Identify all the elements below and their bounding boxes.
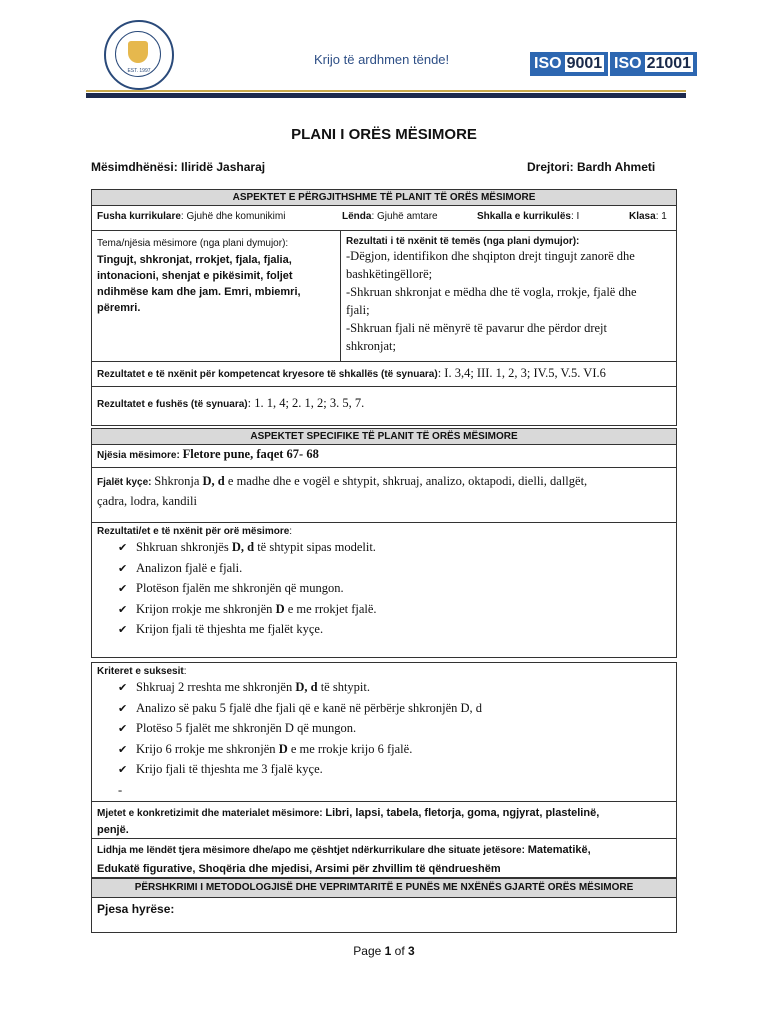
section-methodology-header: PËRSHKRIMI I METODOLOGJISË DHE VEPRIMTARITË E PUNËS ME NXËNËS GJARTË ORËS MËSIMORE — [91, 878, 677, 898]
shield-icon — [128, 41, 148, 63]
checkmark-icon: ✔ — [118, 681, 128, 694]
checkmark-icon: ✔ — [118, 582, 128, 595]
theme-results-row — [91, 230, 677, 362]
header-rule — [86, 93, 686, 98]
list-item: ✔ Krijon rrokje me shkronjën D e me rrokjet fjalë. — [118, 601, 377, 616]
checkmark-icon: ✔ — [118, 541, 128, 554]
curriculum-fields-row: Fusha kurrikulare: Gjuhë dhe komunikimi Lënda: Gjuhë amtare Shkalla e kurrikulës: I Klasa: 1 — [91, 205, 677, 231]
intro-part-label: Pjesa hyrëse: — [97, 902, 175, 916]
list-item: ✔ Shkruaj 2 rreshta me shkronjën D, d të shtypit. — [118, 680, 371, 694]
list-item: ✔ Krijo 6 rrokje me shkronjën D e me rrokje krijo 6 fjalë. — [118, 741, 413, 756]
page-footer: Page 1 of 3 — [353, 944, 415, 958]
list-item: ✔ Shkruan shkronjës D, d të shtypit sipas modelit. — [118, 540, 376, 554]
success-criteria-row: Kriteret e suksesit: — [91, 662, 677, 802]
theme-cell: Tema/njësia mësimore (nga plani dymujor): Tingujt, shkronjat, rrokjet, fjala, fjalia, intonacioni, shenjat e pikësimit, foljet ndihmëse kam dhe jam. Emri, mbiemri, përemri. — [97, 238, 301, 314]
unit-row: Njësia mësimore: Fletore pune, faqet 67- 68 — [91, 444, 677, 468]
checkmark-icon: ✔ — [118, 602, 128, 616]
intro-part-row — [91, 897, 677, 933]
school-logo — [104, 20, 174, 90]
checkmark-icon: ✔ — [118, 623, 128, 636]
checkmark-icon: ✔ — [118, 701, 128, 715]
keywords-row: Fjalët kyçe: Shkronja D, d e madhe dhe e vogël e shtypit, shkruaj, analizo, oktapodi, dielli, dallgët, çadra, lodra, kandili — [91, 467, 677, 523]
teacher-name: Mësimdhënësi: Iliridë Jasharaj — [91, 160, 266, 174]
page-header — [0, 0, 768, 104]
checkmark-icon: ✔ — [118, 763, 128, 776]
list-item: ✔ Plotëso 5 fjalët me shkronjën D që mungon. — [118, 721, 357, 735]
competencies-row: Rezultatet e të nxënit për kompetencat kryesore të shkallës (të synuara): I. 3,4; III. 1, 2, 3; IV.5, V.5. VI.6 — [91, 361, 677, 387]
field-results-row: Rezultatet e fushës (të synuara): 1. 1, 4; 2. 1, 2; 3. 5, 7. — [91, 386, 677, 426]
page-title: PLANI I ORËS MËSIMORE — [291, 126, 477, 143]
cross-curricular-row: Lidhja me lëndët tjera mësimore dhe/apo me çështjet ndërkurrikulare dhe situate jetësore: Matematikë, Edukatë figurative, Shoqëria dhe mjedisi, Arsimi për zhvillim të qëndrueshëm — [91, 838, 677, 878]
lesson-results-list — [118, 540, 377, 643]
director-name: Drejtori: Bardh Ahmeti — [527, 160, 656, 174]
checkmark-icon: ✔ — [118, 742, 128, 756]
trailing-dash: - — [118, 782, 123, 797]
logo-year: EST. 1997 — [127, 68, 151, 74]
section-specific-header: ASPEKTET SPECIFIKE TË PLANIT TË ORËS MËSIMORE — [91, 428, 677, 445]
list-item: ✔ Plotëson fjalën me shkronjën që mungon. — [118, 581, 344, 595]
materials-row: Mjetet e konkretizimit dhe materialet mësimore: Libri, lapsi, tabela, fletorja, goma, ngjyrat, plastelinë, penjë. — [91, 801, 677, 839]
checkmark-icon: ✔ — [118, 561, 128, 575]
slogan: Krijo të ardhmen tënde! — [314, 52, 450, 67]
list-item: ✔ Krijo fjali të thjeshta me 3 fjalë kyçe. — [118, 762, 323, 776]
iso-9001-badge: ISO 9001 — [530, 52, 608, 76]
list-item: ✔ Analizo së paku 5 fjalë dhe fjali që e kanë në përbërje shkronjën D, d — [118, 700, 483, 715]
list-item: ✔ Analizon fjalë e fjali. — [118, 560, 243, 575]
success-criteria-list — [118, 680, 482, 803]
checkmark-icon: ✔ — [118, 722, 128, 735]
list-item: ✔ Krijon fjali të thjeshta me fjalët kyçe. — [118, 622, 324, 636]
lesson-results-row: Rezultati/et e të nxënit për orë mësimore: — [91, 522, 677, 658]
section-general-header: ASPEKTET E PËRGJITHSHME TË PLANIT TË ORËS MËSIMORE — [91, 189, 677, 206]
theme-results-cell: Rezultati i të nxënit të temës (nga plani dymujor): -Dëgjon, identifikon dhe shqipton drejt tingujt zanorë dhe bashkëtingëllorë; -Shkruan shkronjat e mëdha dhe të vogla, rrokje, fjalë dhe fjali; -Shkruan fjali në mënyrë të pavarur dhe përdor drejt shkronjat; — [346, 236, 637, 353]
iso-21001-badge: ISO 21001 — [610, 52, 697, 76]
